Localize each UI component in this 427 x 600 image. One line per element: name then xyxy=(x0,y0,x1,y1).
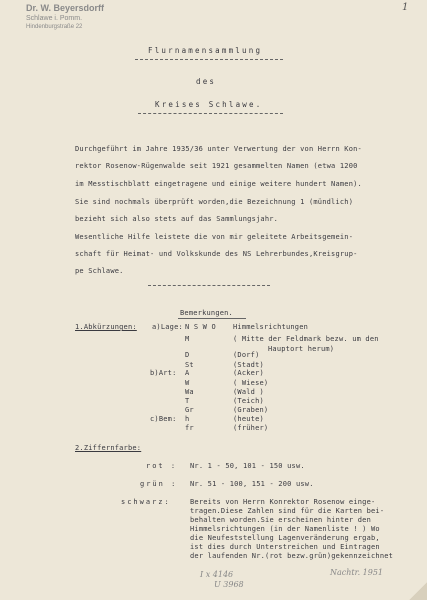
black-cont-1: tragen.Diese Zahlen sind für die Karten bei- xyxy=(190,507,385,515)
intro-line-1: Durchgeführt im Jahre 1935/36 unter Verwertung der von Herrn Kon- xyxy=(75,145,362,153)
bem-val-0: (heute) xyxy=(233,415,264,423)
page-corner xyxy=(409,582,427,600)
art-val-1: ( Wiese) xyxy=(233,379,269,387)
lage-val-0: Himmelsrichtungen xyxy=(233,323,309,331)
color-green-label: grün : xyxy=(140,480,178,488)
intro-line-2: rektor Rosenow-Rügenwalde seit 1921 gesammelten Namen (etwa 1200 xyxy=(75,162,358,170)
lage-label: a)Lage: xyxy=(152,323,183,331)
title-underline-1 xyxy=(135,59,283,60)
art-val-0: (Acker) xyxy=(233,369,264,377)
letterhead-stamp xyxy=(26,3,104,31)
page-number: 1 xyxy=(402,2,409,13)
color-black-value: Bereits von Herrn Konrektor Rosenow einge- xyxy=(190,498,376,506)
art-label: b)Art: xyxy=(150,369,177,377)
colors-label: 2.Ziffernfarbe: xyxy=(75,444,142,452)
handwritten-note-3: Nachtr. 1951 xyxy=(330,568,384,577)
lage-val-1: ( Mitte der Feldmark bezw. um den xyxy=(233,335,379,343)
color-green-value: Nr. 51 - 100, 151 - 200 usw. xyxy=(190,480,314,488)
art-key-1: W xyxy=(185,379,190,387)
lage-val-3: (Dorf) xyxy=(233,351,260,359)
art-key-4: Gr xyxy=(185,406,194,414)
intro-line-5: bezieht sich also stets auf das Sammlungsjahr. xyxy=(75,215,279,223)
title-line-2: des xyxy=(196,77,217,86)
remarks-heading: Bemerkungen. xyxy=(180,309,233,317)
handwritten-note-1: I x 4146 xyxy=(200,570,234,579)
lage-key-4: St xyxy=(185,361,194,369)
color-black-label: schwarz: xyxy=(121,498,171,506)
black-cont-2: behalten worden.Sie erscheinen hinter den xyxy=(190,516,371,524)
color-red-value: Nr. 1 - 50, 101 - 150 usw. xyxy=(190,462,305,470)
letterhead-city: Schlawe i. Pomm. xyxy=(26,15,83,22)
black-cont-4: die Neufeststellung Lagenveränderung ergab, xyxy=(190,534,380,542)
art-val-4: (Graben) xyxy=(233,406,269,414)
title-underline-2 xyxy=(138,113,283,114)
color-red-label: rot : xyxy=(146,462,178,470)
lage-key-3: D xyxy=(185,351,190,359)
lage-key-0: N S W O xyxy=(185,323,216,331)
art-key-2: Wa xyxy=(185,388,194,396)
black-cont-3: Himmelsrichtungen (in der Namenliste ! ) Wo xyxy=(190,525,380,533)
letterhead-street: Hindenburgstraße 22 xyxy=(26,24,83,30)
intro-line-4: Sie sind nochmals überprüft worden,die Bezeichnung 1 (mündlich) xyxy=(75,198,354,206)
art-key-0: A xyxy=(185,369,190,377)
letterhead-name: Dr. W. Beyersdorff xyxy=(26,3,105,13)
abbr-label: 1.Abkürzungen: xyxy=(75,323,137,331)
intro-line-6: Wesentliche Hilfe leistete die von mir geleitete Arbeitsgemein- xyxy=(75,233,354,241)
title-line-1: Flurnamensammlung xyxy=(148,46,263,55)
black-cont-5: ist dies durch Unterstreichen und Eintragen xyxy=(190,543,380,551)
bem-label: c)Bem: xyxy=(150,415,177,423)
intro-line-3: im Messtischblatt eingetragene und einige weitere hundert Namen). xyxy=(75,180,362,188)
black-cont-6: der laufenden Nr.(rot bezw.grün)gekennzeichnet xyxy=(190,552,394,560)
bem-val-1: (früher) xyxy=(233,424,269,432)
handwritten-note-2: U 3968 xyxy=(214,580,244,589)
lage-val-2: Hauptort herum) xyxy=(268,345,335,353)
intro-line-7: schaft für Heimat- und Volkskunde des NS Lehrerbundes,Kreisgrup- xyxy=(75,250,358,258)
art-val-2: (Wald ) xyxy=(233,388,264,396)
lage-val-4: (Stadt) xyxy=(233,361,264,369)
bem-key-0: h xyxy=(185,415,190,423)
intro-line-8: pe Schlawe. xyxy=(75,267,124,275)
bem-key-1: fr xyxy=(185,424,194,432)
art-key-3: T xyxy=(185,397,190,405)
remarks-underline xyxy=(178,318,246,319)
title-line-3: Kreises Schlawe. xyxy=(155,100,263,109)
section-divider xyxy=(148,285,270,286)
art-val-3: (Teich) xyxy=(233,397,264,405)
lage-key-1: M xyxy=(185,335,190,343)
